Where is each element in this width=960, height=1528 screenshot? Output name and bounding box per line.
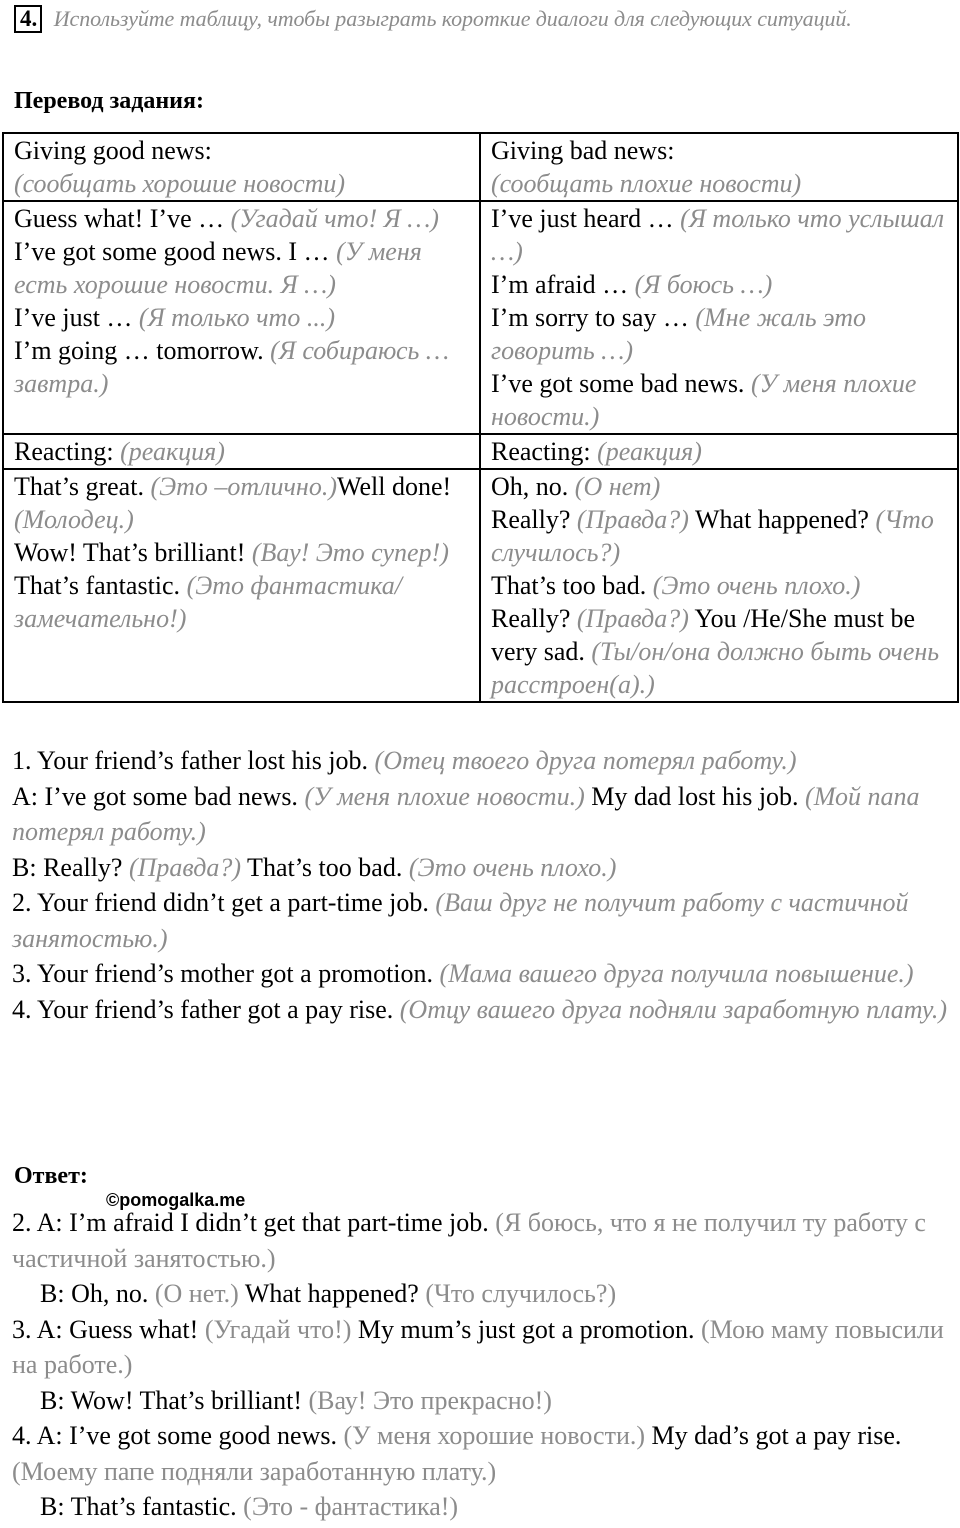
answer-line [12, 1383, 960, 1419]
phrase-english: I’m afraid … [491, 270, 635, 299]
phrase-english: Really? [491, 505, 577, 534]
english-text: My dad’s got a pay rise. [645, 1421, 902, 1450]
situation-line [12, 885, 960, 956]
phrase-english: I’ve just … [14, 303, 139, 332]
table-cell [3, 133, 480, 201]
phrase-line [14, 435, 471, 468]
phrase-translation: (О нет) [574, 472, 661, 501]
translation-text: (Отец твоего друга потерял работу.) [374, 746, 797, 775]
english-text: What happened? [238, 1279, 426, 1308]
watermark: ©pomogalka.me [106, 1190, 246, 1210]
english-text: 1. Your friend’s father lost his job. [12, 746, 375, 775]
english-text: 3. A: Guess what! [12, 1314, 205, 1344]
english-text: B: Oh, no. [40, 1279, 155, 1308]
phrase-english: I’ve got some good news. I … [14, 237, 337, 266]
phrase-line [491, 268, 949, 301]
phrase-english: You /He/She must be very sad. [491, 604, 916, 666]
task-header [14, 4, 960, 34]
phrase-english: Really? [491, 604, 577, 633]
phrase-translation: (Мне жаль это говорить …) [491, 303, 867, 365]
phrase-line [14, 569, 471, 635]
translation-text: (Мою маму повысили на работе.) [12, 1314, 944, 1379]
translation-text: (Отцу вашего друга подняли заработную плату.) [399, 994, 947, 1024]
phrase-line [491, 569, 949, 602]
phrase-english: That’s great. [14, 472, 151, 501]
phrase-line [14, 536, 471, 569]
phrase-translation: (Я собираюсь … завтра.) [14, 336, 449, 398]
phrase-translation: (сообщать плохие новости) [491, 169, 802, 198]
phrase-line [491, 202, 949, 268]
situation-line [12, 992, 960, 1028]
phrase-line [14, 235, 471, 301]
phrase-line [491, 435, 949, 468]
english-text: My dad lost his job. [584, 781, 806, 811]
english-text: 3. Your friend’s mother got a promotion. [12, 959, 440, 988]
phrase-translation: (реакция) [120, 437, 225, 466]
phrase-english: Reacting: [491, 437, 598, 466]
phrase-translation: (У меня есть хорошие новости. Я …) [14, 237, 422, 299]
phrase-translation: (Это фантастика/ замечательно!) [14, 571, 403, 633]
phrase-english: I’m going … tomorrow. [14, 336, 271, 365]
table-cell [480, 201, 958, 434]
phrase-line [14, 470, 471, 536]
task-instruction: Используйте таблицу, чтобы разыграть короткие диалоги для следующих ситуаций. [53, 6, 852, 31]
english-text: A: I’ve got some bad news. [12, 781, 305, 811]
phrase-translation: (Что случилось?) [491, 505, 934, 567]
phrase-english: Reacting: [14, 437, 121, 466]
phrase-line [491, 134, 949, 167]
phrase-english: Oh, no. [491, 472, 575, 501]
phrase-translation: (сообщать хорошие новости) [14, 169, 346, 198]
table-cell [3, 434, 480, 469]
english-text: My mum’s just got a promotion. [351, 1314, 701, 1344]
phrase-english: I’ve just heard … [491, 204, 681, 233]
answer-line [12, 1312, 960, 1383]
phrase-english: Guess what! I’ve … [14, 204, 231, 233]
phrase-translation: (Вау! Это супер!) [251, 538, 449, 567]
answer-line [12, 1489, 960, 1525]
translation-text: (Это очень плохо.) [408, 852, 617, 882]
phrase-english: What happened? [688, 505, 876, 534]
phrase-translation: (Я только что услышал …) [491, 204, 945, 266]
phrase-translation: (Я только что ...) [138, 303, 335, 332]
phrase-english: That’s too bad. [491, 571, 653, 600]
table-row [3, 133, 958, 201]
english-text: 2. Your friend didn’t get a part-time job. [12, 888, 436, 917]
situation-line [12, 743, 960, 779]
phrase-english: That’s fantastic. [14, 571, 187, 600]
phrase-english: I’ve got some bad news. [491, 369, 751, 398]
phrase-english: Giving bad news: [491, 136, 675, 165]
english-text: 2. A: I’m afraid I didn’t get that part-time job. [12, 1208, 496, 1237]
translation-text: (Я боюсь, что я не получил ту работу с частичной занятостью.) [12, 1208, 926, 1273]
table-cell [480, 133, 958, 201]
situations-list [12, 743, 960, 1027]
table-cell [480, 434, 958, 469]
translation-text: (У меня плохие новости.) [304, 781, 585, 811]
english-text: 4. Your friend’s father got a pay rise. [12, 994, 400, 1024]
phrase-line [14, 334, 471, 400]
phrase-translation: (Угадай что! Я …) [230, 204, 439, 233]
phrase-translation: (У меня плохие новости.) [491, 369, 917, 431]
phrase-translation: (Правда?) [576, 505, 689, 534]
answer-heading: Ответ: [14, 1163, 88, 1189]
answer-line [12, 1276, 960, 1312]
phrase-line [491, 602, 949, 701]
table-cell [3, 201, 480, 434]
task-number: 4. [14, 5, 42, 33]
phrase-line [491, 470, 949, 503]
answer-line [12, 1418, 960, 1489]
table-row [3, 469, 958, 702]
phrase-line [14, 167, 471, 200]
phrase-translation: (Это очень плохо.) [652, 571, 861, 600]
table-cell [3, 469, 480, 702]
phrase-translation: (реакция) [597, 437, 702, 466]
phrase-line [14, 134, 471, 167]
phrase-translation: (Правда?) [576, 604, 689, 633]
phrase-english: Well done! [337, 472, 452, 501]
translation-text: (Угадай что!) [204, 1314, 352, 1344]
translation-text: (Что случилось?) [425, 1279, 617, 1308]
table-row [3, 201, 958, 434]
phrase-line [14, 301, 471, 334]
phrase-translation: (Я боюсь …) [634, 270, 773, 299]
situation-line [12, 779, 960, 850]
phrase-english: Wow! That’s brilliant! [14, 538, 252, 567]
situation-line [12, 956, 960, 992]
phrase-line [491, 367, 949, 433]
translation-text: (Это - фантастика!) [243, 1492, 459, 1521]
phrase-translation: (Ты/он/она должно быть очень расстроен(а).) [491, 637, 940, 699]
table-row [3, 434, 958, 469]
translation-text: (О нет.) [154, 1279, 239, 1308]
translation-text: (Правда?) [128, 852, 242, 882]
phrase-english: Giving good news: [14, 136, 212, 165]
english-text: B: That’s fantastic. [40, 1492, 244, 1521]
table-cell [480, 469, 958, 702]
phrase-line [491, 301, 949, 367]
english-text: That’s too bad. [241, 852, 409, 882]
english-text: 4. A: I’ve got some good news. [12, 1421, 344, 1450]
phrase-line [491, 167, 949, 200]
translation-heading: Перевод задания: [14, 88, 204, 114]
translation-text: (Ваш друг не получит работу с частичной занятостью.) [12, 888, 909, 953]
english-text: B: Wow! That’s brilliant! [40, 1385, 309, 1415]
answers-list [12, 1205, 960, 1525]
phrase-translation: (Молодец.) [14, 505, 134, 534]
translation-text: (Мой папа потерял работу.) [12, 781, 920, 846]
english-text: B: Really? [12, 852, 129, 882]
phrase-translation: (Это –отлично.) [150, 472, 337, 501]
answer-line [12, 1205, 960, 1276]
phrase-english: I’m sorry to say … [491, 303, 696, 332]
phrase-line [491, 503, 949, 569]
situation-line [12, 850, 960, 886]
news-phrases-table [2, 132, 959, 703]
translation-text: (У меня хорошие новости.) [343, 1421, 646, 1450]
translation-text: (Мама вашего друга получила повышение.) [439, 959, 914, 988]
phrase-line [14, 202, 471, 235]
translation-text: (Моему папе подняли заработанную плату.) [12, 1456, 497, 1486]
translation-text: (Вау! Это прекрасно!) [308, 1385, 552, 1415]
